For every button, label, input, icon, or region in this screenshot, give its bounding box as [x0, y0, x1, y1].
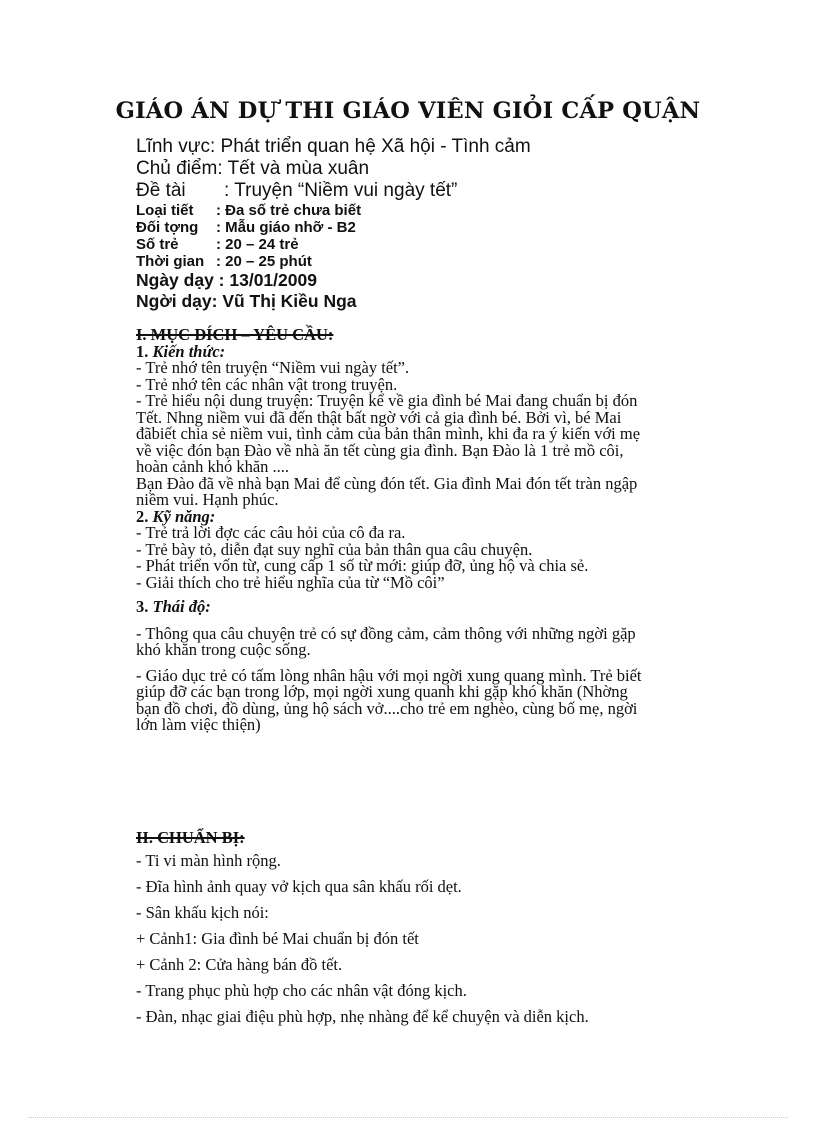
subheading-number: 2.	[136, 506, 149, 526]
text-line: - Giáo dục trẻ có tấm lòng nhân hậu với mọi ngời xung quang mình. Trẻ biết	[136, 665, 642, 685]
field-de-tai	[136, 180, 531, 202]
subheading-number: 3.	[136, 597, 149, 616]
field-so-tre	[136, 236, 531, 253]
text-line: - Phát triển vốn từ, cung cấp 1 số từ mới: giúp đỡ, ủng hộ và chia sẻ.	[136, 556, 589, 575]
field-ngay-day: Ngày dạy : 13/01/2009	[136, 270, 317, 290]
text-line: giúp đỡ các bạn trong lớp, mọi ngời xung quanh khi gặp khó khăn (Nhờng	[136, 682, 628, 701]
text-line: - Giải thích cho trẻ hiểu nghĩa của từ “Mồ côi”	[136, 572, 445, 592]
section-heading-muc-dich: I. MỤC ĐÍCH – YÊU CẦU:	[136, 325, 334, 344]
text-line: - Trẻ hiểu nội dung truyện: Truyện kể về gia đình bé Mai đang chuẩn bị đón	[136, 391, 638, 410]
text-line: về việc đón bạn Đào về nhà ăn tết cùng gia đình. Bạn Đào là 1 trẻ mồ côi,	[136, 440, 624, 460]
field-thoi-gian	[136, 253, 531, 270]
text-line: - Trẻ nhớ tên truyện “Niềm vui ngày tết”.	[136, 358, 410, 377]
text-line: - Sân khấu kịch nói:	[136, 903, 269, 922]
text-line: Tết. Nhng niềm vui đã đến thật bất ngờ với cả gia đình bé. Bởi vì, bé Mai	[136, 407, 622, 427]
so-tre-label: Số trẻ	[136, 236, 179, 253]
list-thai-do-1	[136, 623, 736, 659]
subheading-text: Kỹ năng:	[152, 506, 216, 526]
text-line: + Cảnh1: Gia đình bé Mai chuẩn bị đón tết	[136, 929, 419, 948]
section-chuan-bi	[136, 828, 736, 1030]
list-thai-do-2	[136, 665, 736, 734]
text-line: đãbiết chia sẻ niềm vui, tình cảm của bản thân mình, khi đa ra ý kiến với mẹ	[136, 424, 641, 443]
list-kien-thuc	[136, 360, 736, 509]
text-line: - Trẻ nhớ tên các nhân vật trong truyện.	[136, 374, 398, 394]
doi-tuong-value: : Mẫu giáo nhỡ - B2	[216, 219, 356, 236]
de-tai-label: Đề tài	[136, 180, 186, 201]
text-line: - Trẻ bày tỏ, diễn đạt suy nghĩ của bản thân qua câu chuyện.	[136, 539, 533, 559]
text-line: lớn làm việc thiện)	[136, 715, 261, 734]
text-line: - Trang phục phù hợp cho các nhân vật đóng kịch.	[136, 981, 467, 1000]
text-line: bạn đồ chơi, đồ dùng, ủng hộ sách vở....cho trẻ em nghèo, cùng bố mẹ, ngời	[136, 698, 638, 718]
document-title: GIÁO ÁN DỰ THI GIÁO VIÊN GIỎI CẤP QUẬN	[115, 98, 701, 124]
thoi-gian-value: : 20 – 25 phút	[216, 253, 312, 270]
subheading-thai-do	[136, 599, 736, 616]
text-line: - Thông qua câu chuyện trẻ có sự đồng cảm, cảm thông với những ngời gặp	[136, 623, 636, 643]
text-line: - Trẻ trả lời đợc các câu hỏi của cô đa ra.	[136, 523, 406, 542]
loai-tiet-value: : Đa số trẻ chưa biết	[216, 202, 362, 219]
text-line: - Đĩa hình ảnh quay vở kịch qua sân khấu rối dẹt.	[136, 877, 462, 896]
loai-tiet-label: Loại tiết	[136, 202, 194, 219]
list-chuan-bi	[136, 848, 736, 1030]
field-linh-vuc: Lĩnh vực: Phát triển quan hệ Xã hội - Tình cảm	[136, 136, 531, 157]
text-line: niềm vui. Hạnh phúc.	[136, 490, 279, 509]
field-nguoi-day: Ngời dạy: Vũ Thị Kiều Nga	[136, 291, 357, 311]
lesson-info	[136, 136, 531, 312]
text-line: - Đàn, nhạc giai điệu phù hợp, nhẹ nhàng để kể chuyện và diễn kịch.	[136, 1007, 589, 1026]
text-line: hoàn cảnh khó khăn ....	[136, 457, 290, 476]
text-line: khó khăn trong cuộc sống.	[136, 640, 311, 659]
text-line: + Cảnh 2: Cửa hàng bán đồ tết.	[136, 955, 343, 974]
thoi-gian-label: Thời gian	[136, 253, 205, 270]
section-heading-chuan-bi: II. CHUẨN BỊ:	[136, 828, 245, 847]
field-chu-diem: Chủ điểm: Tết và mùa xuân	[136, 158, 370, 179]
footer-divider	[28, 1117, 788, 1118]
doi-tuong-label: Đối tợng	[136, 219, 199, 236]
subheading-text: Kiến thức:	[152, 341, 226, 361]
field-loai-tiet	[136, 202, 531, 219]
field-doi-tuong	[136, 219, 531, 236]
list-ky-nang	[136, 525, 736, 591]
so-tre-value: : 20 – 24 trẻ	[216, 236, 299, 253]
subheading-text: Thái độ:	[152, 597, 211, 616]
subheading-number: 1.	[136, 341, 149, 361]
de-tai-value: : Truyện “Niềm vui ngày tết”	[224, 180, 458, 201]
text-line: Bạn Đào đã về nhà bạn Mai để cùng đón tết. Gia đình Mai đón tết tràn ngập	[136, 473, 638, 493]
text-line: - Ti vi màn hình rộng.	[136, 851, 281, 870]
section-muc-dich	[136, 327, 736, 734]
